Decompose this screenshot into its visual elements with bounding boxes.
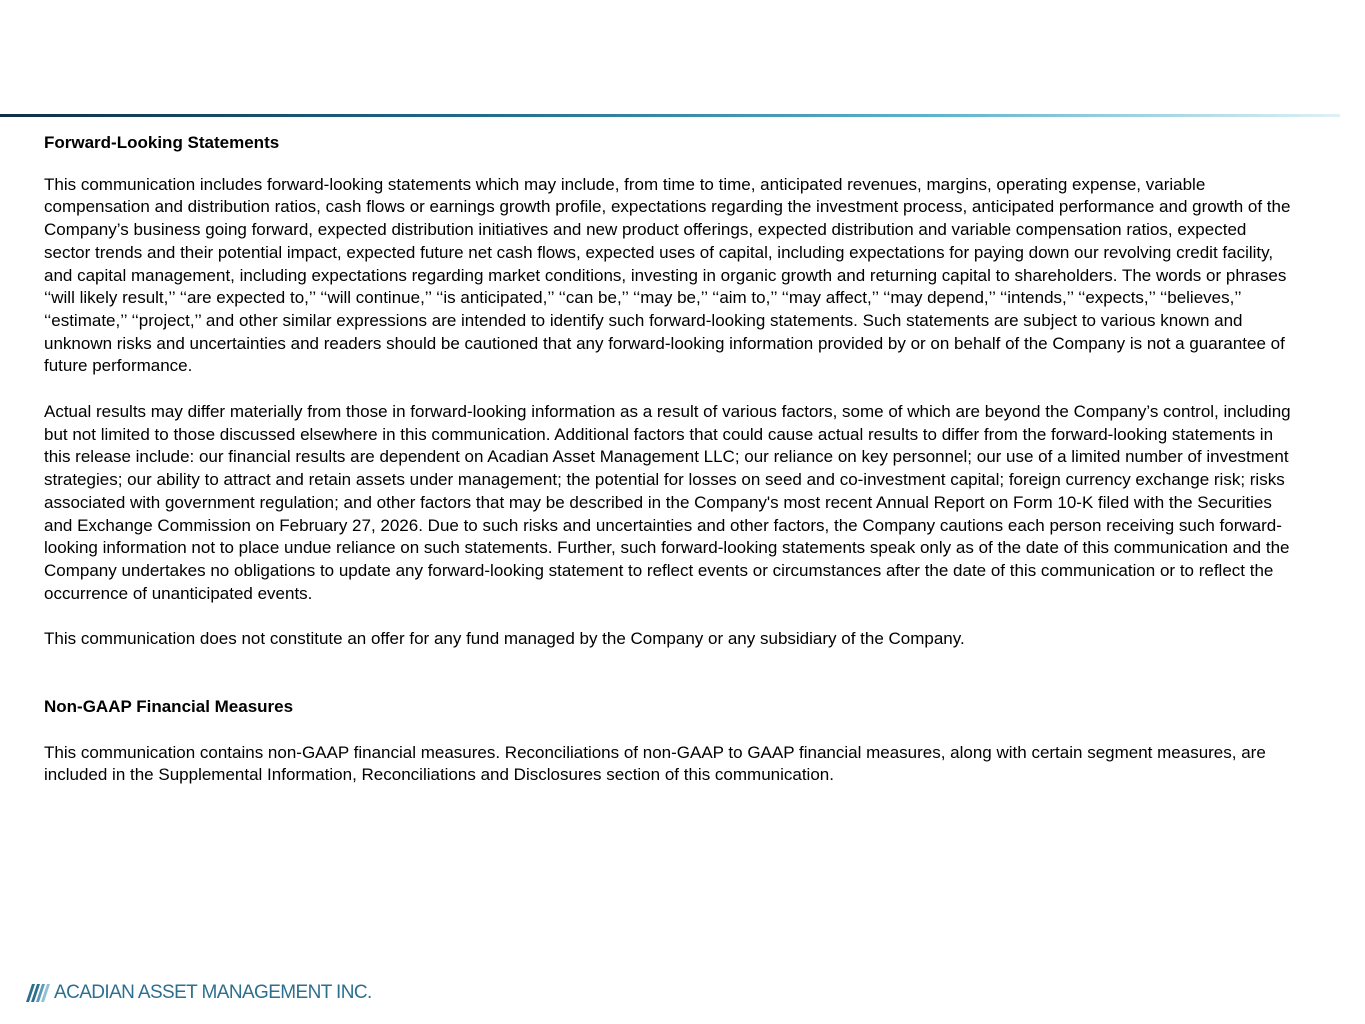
header-gradient-rule (0, 114, 1340, 117)
logo-text: ACADIAN ASSET MANAGEMENT INC. (54, 982, 372, 1003)
forward-looking-paragraph-1: This communication includes forward-looking statements which may include, from time to time, anticipated revenues, margins, operating expense, variable compensation and distribution ratios, cash flows or earnings growth profile, expectations regarding the investment process, anticipated performance and growth of the Company’s business going forward, expected distribution initiatives and new product offerings, expected distribution and variable compensation ratios, expected sector trends and their potential impact, expected future net cash flows, expected uses of capital, including expectations for paying down our revolving credit facility, and capital management, including expectations regarding market conditions, investing in organic growth and returning capital to shareholders. The words or phrases ‘‘will likely result,’’ ‘‘are expected to,’’ ‘‘will continue,’’ ‘‘is anticipated,’’ ‘‘can be,’’ ‘‘may be,’’ ‘‘aim to,’’ ‘‘may affect,’’ ‘‘may depend,’’ ‘‘intends,’’ ‘‘expects,’’ ‘‘believes,’’ ‘‘estimate,’’ ‘‘project,’’ and other similar expressions are intended to identify such forward-looking statements. Such statements are subject to various known and unknown risks and uncertainties and readers should be cautioned that any forward-looking information provided by or on behalf of the Company is not a guarantee of future performance. (44, 174, 1291, 376)
non-gaap-paragraph: This communication contains non-GAAP financial measures. Reconciliations of non-GAAP to GAAP financial measures, along with certain segment measures, are included in the Supplemental Information, Reconciliations and Disclosures section of this communication. (44, 742, 1266, 785)
acadian-stripes-icon (26, 984, 52, 1002)
forward-looking-heading: Forward-Looking Statements (44, 133, 280, 152)
non-gaap-heading: Non-GAAP Financial Measures (44, 697, 294, 717)
offer-disclaimer-paragraph: This communication does not constitute an offer for any fund managed by the Company or any subsidiary of the Company. (44, 629, 965, 649)
company-logo (26, 982, 372, 1004)
forward-looking-paragraph-2: Actual results may differ materially from those in forward-looking information as a result of various factors, some of which are beyond the Company’s control, including but not limited to those discussed elsewhere in this communication. Additional factors that could cause actual results to differ from the forward-looking statements in this release include: our financial results are dependent on Acadian Asset Management LLC; our reliance on key personnel; our use of a limited number of investment strategies; our ability to attract and retain assets under management; the potential for losses on seed and co-investment capital; foreign currency exchange risk; risks associated with government regulation; and other factors that may be described in the Company's most recent Annual Report on Form 10-K filed with the Securities and Exchange Commission on February 27, 2026. Due to such risks and uncertainties and other factors, the Company cautions each person receiving such forward-looking information not to place undue reliance on such statements. Further, such forward-looking statements speak only as of the date of this communication and the Company undertakes no obligations to update any forward-looking statement to reflect events or circumstances after the date of this communication or to reflect the occurrence of unanticipated events. (44, 402, 1291, 603)
document-body (44, 132, 1294, 787)
